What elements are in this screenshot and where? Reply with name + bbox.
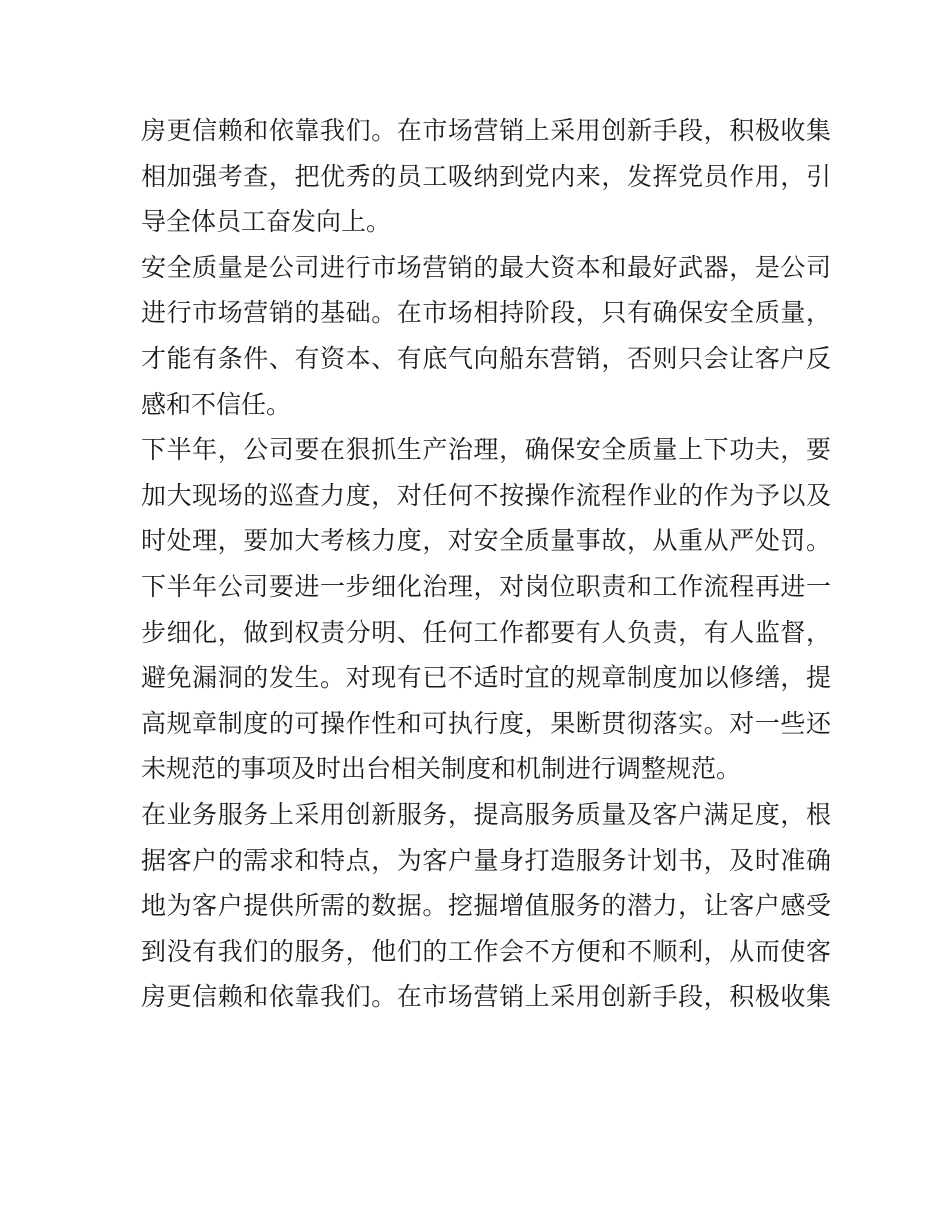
text-line: 到没有我们的服务，他们的工作会不方便和不顺利，从而使客	[141, 936, 831, 966]
text-line: 导全体员工奋发向上。	[141, 207, 392, 237]
text-line: 时处理，要加大考核力度，对安全质量事故，从重从严处罚。	[141, 526, 831, 556]
text-line: 高规章制度的可操作性和可执行度，果断贯彻落实。对一些还	[141, 708, 831, 738]
text-line: 未规范的事项及时出台相关制度和机制进行调整规范。	[141, 754, 742, 784]
text-line: 房更信赖和依靠我们。在市场营销上采用创新手段，积极收集	[141, 982, 831, 1012]
text-line: 地为客户提供所需的数据。挖掘增值服务的潜力，让客户感受	[141, 891, 831, 921]
text-line: 下半年公司要进一步细化治理，对岗位职责和工作流程再进一	[141, 571, 831, 601]
text-line: 步细化，做到权责分明、任何工作都要有人负责，有人监督，	[141, 617, 831, 647]
text-line: 据客户的需求和特点，为客户量身打造服务计划书，及时准确	[141, 845, 831, 875]
text-line: 相加强考查，把优秀的员工吸纳到党内来，发挥党员作用，引	[141, 161, 831, 191]
text-line: 安全质量是公司进行市场营销的最大资本和最好武器，是公司	[141, 252, 831, 282]
text-line: 才能有条件、有资本、有底气向船东营销，否则只会让客户反	[141, 343, 831, 373]
text-line: 感和不信任。	[141, 389, 292, 419]
text-line: 在业务服务上采用创新服务，提高服务质量及客户满足度，根	[141, 799, 831, 829]
document-body	[141, 108, 831, 1020]
text-line: 进行市场营销的基础。在市场相持阶段，只有确保安全质量，	[141, 298, 831, 328]
text-line: 加大现场的巡查力度，对任何不按操作流程作业的作为予以及	[141, 480, 831, 510]
text-line: 房更信赖和依靠我们。在市场营销上采用创新手段，积极收集	[141, 116, 831, 145]
text-line: 避免漏洞的发生。对现有已不适时宜的规章制度加以修缮，提	[141, 663, 831, 693]
text-line: 下半年，公司要在狠抓生产治理，确保安全质量上下功夫，要	[141, 435, 831, 465]
